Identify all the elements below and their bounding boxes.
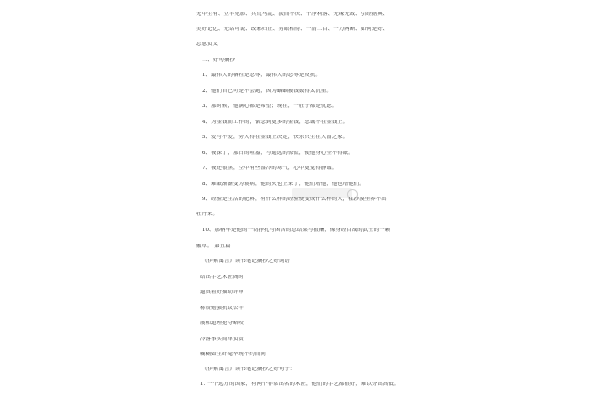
word-list-line: 展和道理抢夺略咬 [200, 321, 244, 326]
text-line: 忘恩负义 [196, 42, 218, 47]
text-line: 10、那柄车是他的一切挣扎与困苦的总结果与报酬，像身经百战的武士的一颗 [202, 228, 391, 233]
text-line: 徽章。 第五篇 [196, 244, 231, 249]
section-heading: 二、好句摘抄 [202, 58, 235, 63]
text-line: 美好记忆、无话可说、改邪归正、另眼相待、一清二白、一刀两断、如何是好、 [196, 27, 389, 32]
text-line: 4、为金钱而工作的，惦念到更多的金钱，忠诚不在金钱上。 [202, 120, 349, 125]
word-list-line: 结出手艺术匠阁时 [200, 275, 244, 280]
text-line: 牡丹来。 [196, 212, 218, 217]
word-list-line: 称赞勉强抗议公平 [200, 306, 244, 311]
document-page [196, 0, 410, 400]
word-list-line: 逼真着好描动评审 [200, 290, 244, 295]
subsection-heading: 《伊索寓言》读书笔记摘抄之好句子： [202, 367, 296, 372]
subsection-heading: 《伊索寓言》读书笔记摘抄之好词语 [202, 259, 290, 264]
text-line: 无中生有、立竿见影、兵荒马乱、淡而不厌、十净利落、无缘无故、引经据典、 [196, 12, 389, 17]
text-line: 2、他们自己可是不会跑，因为蝈蝈被钱数得太沉重。 [202, 89, 332, 94]
word-list-line: 冷落事实简单负责 [200, 337, 244, 342]
text-line: 1. 一个远方的国家，有两个非常出名的木匠，他们的手艺都很好，难以分出高低。 [200, 382, 400, 387]
text-line: 3、那时候，他满心都是希望；现在，一肚子都是忧虑。 [202, 104, 338, 109]
text-line: 1、最伟大的牺牲是忍辱，最伟大的忍辱是反抗。 [202, 73, 321, 78]
word-list-line: 糊糊如生纤毫毕现不约而同 [200, 352, 266, 357]
text-line: 6、夜深了，那日的喧嚣，与遥远的惊慌，使他身心全不得眠。 [202, 151, 354, 156]
text-line: 5、爱与不爱，旁人得在金钱上决定，快乐只生在大富之家。 [202, 135, 349, 140]
text-line: 9、经验是生活的肥料，有什么样的经验便变成什么样的人，在沙漠里养不出 [202, 197, 387, 202]
text-line: 8、难眠渐渐变为衰病，他的火也上来了，他们增他，他也增他们。 [202, 182, 365, 187]
text-line: 7、夜还很黑，空中有些湿冷的寒气，心中更觉得静谧。 [202, 166, 338, 171]
